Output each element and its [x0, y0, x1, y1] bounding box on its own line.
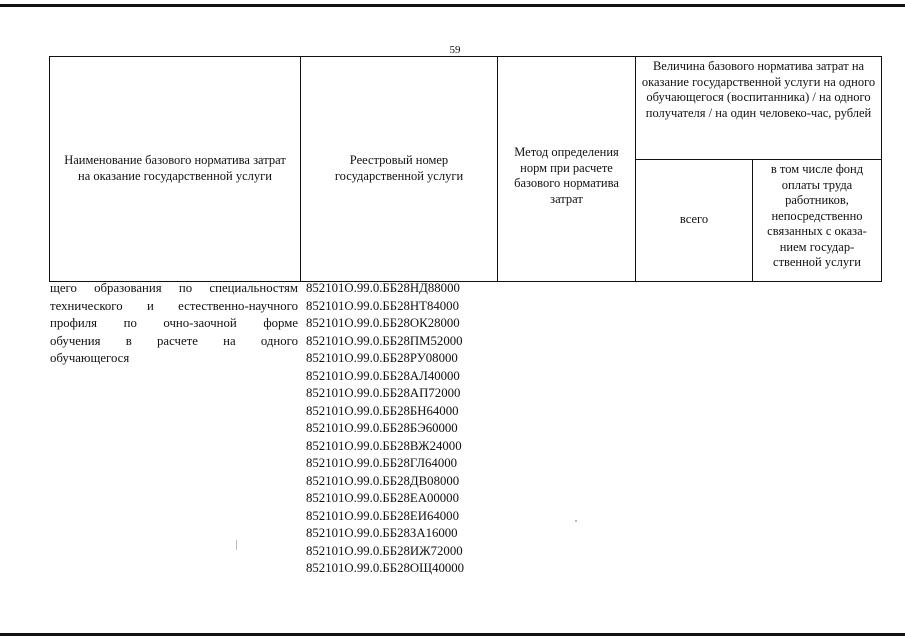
registry-code: 852101О.99.0.ББ28БЭ60000	[306, 421, 458, 435]
header-total-text: всего	[679, 212, 709, 226]
scan-speck	[575, 520, 577, 522]
row-description-line: обучающегося	[50, 351, 130, 365]
scan-speck	[236, 540, 237, 550]
registry-code: 852101О.99.0.ББ28ОК28000	[306, 316, 460, 330]
header-cell-payroll	[752, 159, 882, 282]
registry-code: 852101О.99.0.ББ28ИЖ72000	[306, 543, 463, 558]
header-method-text: Метод определения норм при расчете базового норматива затрат	[514, 145, 619, 206]
header-cell-registry-number	[300, 56, 498, 282]
row-description-line: технического и естественно-научного	[50, 298, 298, 313]
row-description-line: щего образования по специальностям	[50, 281, 298, 295]
row-description	[50, 280, 298, 368]
registry-code: 852101О.99.0.ББ28РУ08000	[306, 351, 458, 365]
header-base-norm-value-text: Величина базового норматива затрат на оказание государственной услуги на одного обучающегося (воспитанника) / на одного получателя / на один человеко-час, рублей	[641, 59, 876, 120]
row-description-line: обучения в расчете на одного	[50, 333, 298, 348]
registry-code: 852101О.99.0.ББ28БН64000	[306, 403, 459, 418]
scan-top-border	[0, 4, 905, 7]
registry-code: 852101О.99.0.ББ28АП72000	[306, 386, 461, 400]
header-service-name-text: Наименование базового норматива затрат на оказание государственной услуги	[64, 153, 286, 183]
registry-code: 852101О.99.0.ББ28ВЖ24000	[306, 438, 462, 453]
header-payroll-text: в том числе фонд оплаты труда работников, непосредственно связанных с оказа- нием государ- ственной услуги	[767, 162, 867, 269]
registry-code: 852101О.99.0.ББ28ГЛ64000	[306, 456, 458, 470]
header-cell-method	[497, 56, 636, 282]
registry-code: 852101О.99.0.ББ28ЕА00000	[306, 491, 459, 505]
registry-code: 852101О.99.0.ББ28ЗА16000	[306, 526, 458, 540]
registry-code-list	[306, 280, 506, 578]
header-cell-service-name	[49, 56, 301, 282]
header-cell-base-norm-value	[635, 56, 882, 160]
registry-code: 852101О.99.0.ББ28ДВ08000	[306, 473, 460, 488]
scan-bottom-border	[0, 633, 905, 636]
registry-code: 852101О.99.0.ББ28ЕИ64000	[306, 508, 459, 523]
header-registry-number-text: Реестровый номер государственной услуги	[334, 153, 464, 183]
row-description-line: профиля по очно-заочной форме	[50, 316, 298, 330]
registry-code: 852101О.99.0.ББ28НД88000	[306, 281, 460, 295]
page-number: 59	[449, 44, 461, 56]
registry-code: 852101О.99.0.ББ28ПМ52000	[306, 333, 463, 348]
header-cell-total	[635, 159, 753, 282]
registry-code: 852101О.99.0.ББ28НТ84000	[306, 298, 459, 313]
registry-code: 852101О.99.0.ББ28АЛ40000	[306, 368, 460, 383]
registry-code: 852101О.99.0.ББ28ОЩ40000	[306, 561, 465, 575]
